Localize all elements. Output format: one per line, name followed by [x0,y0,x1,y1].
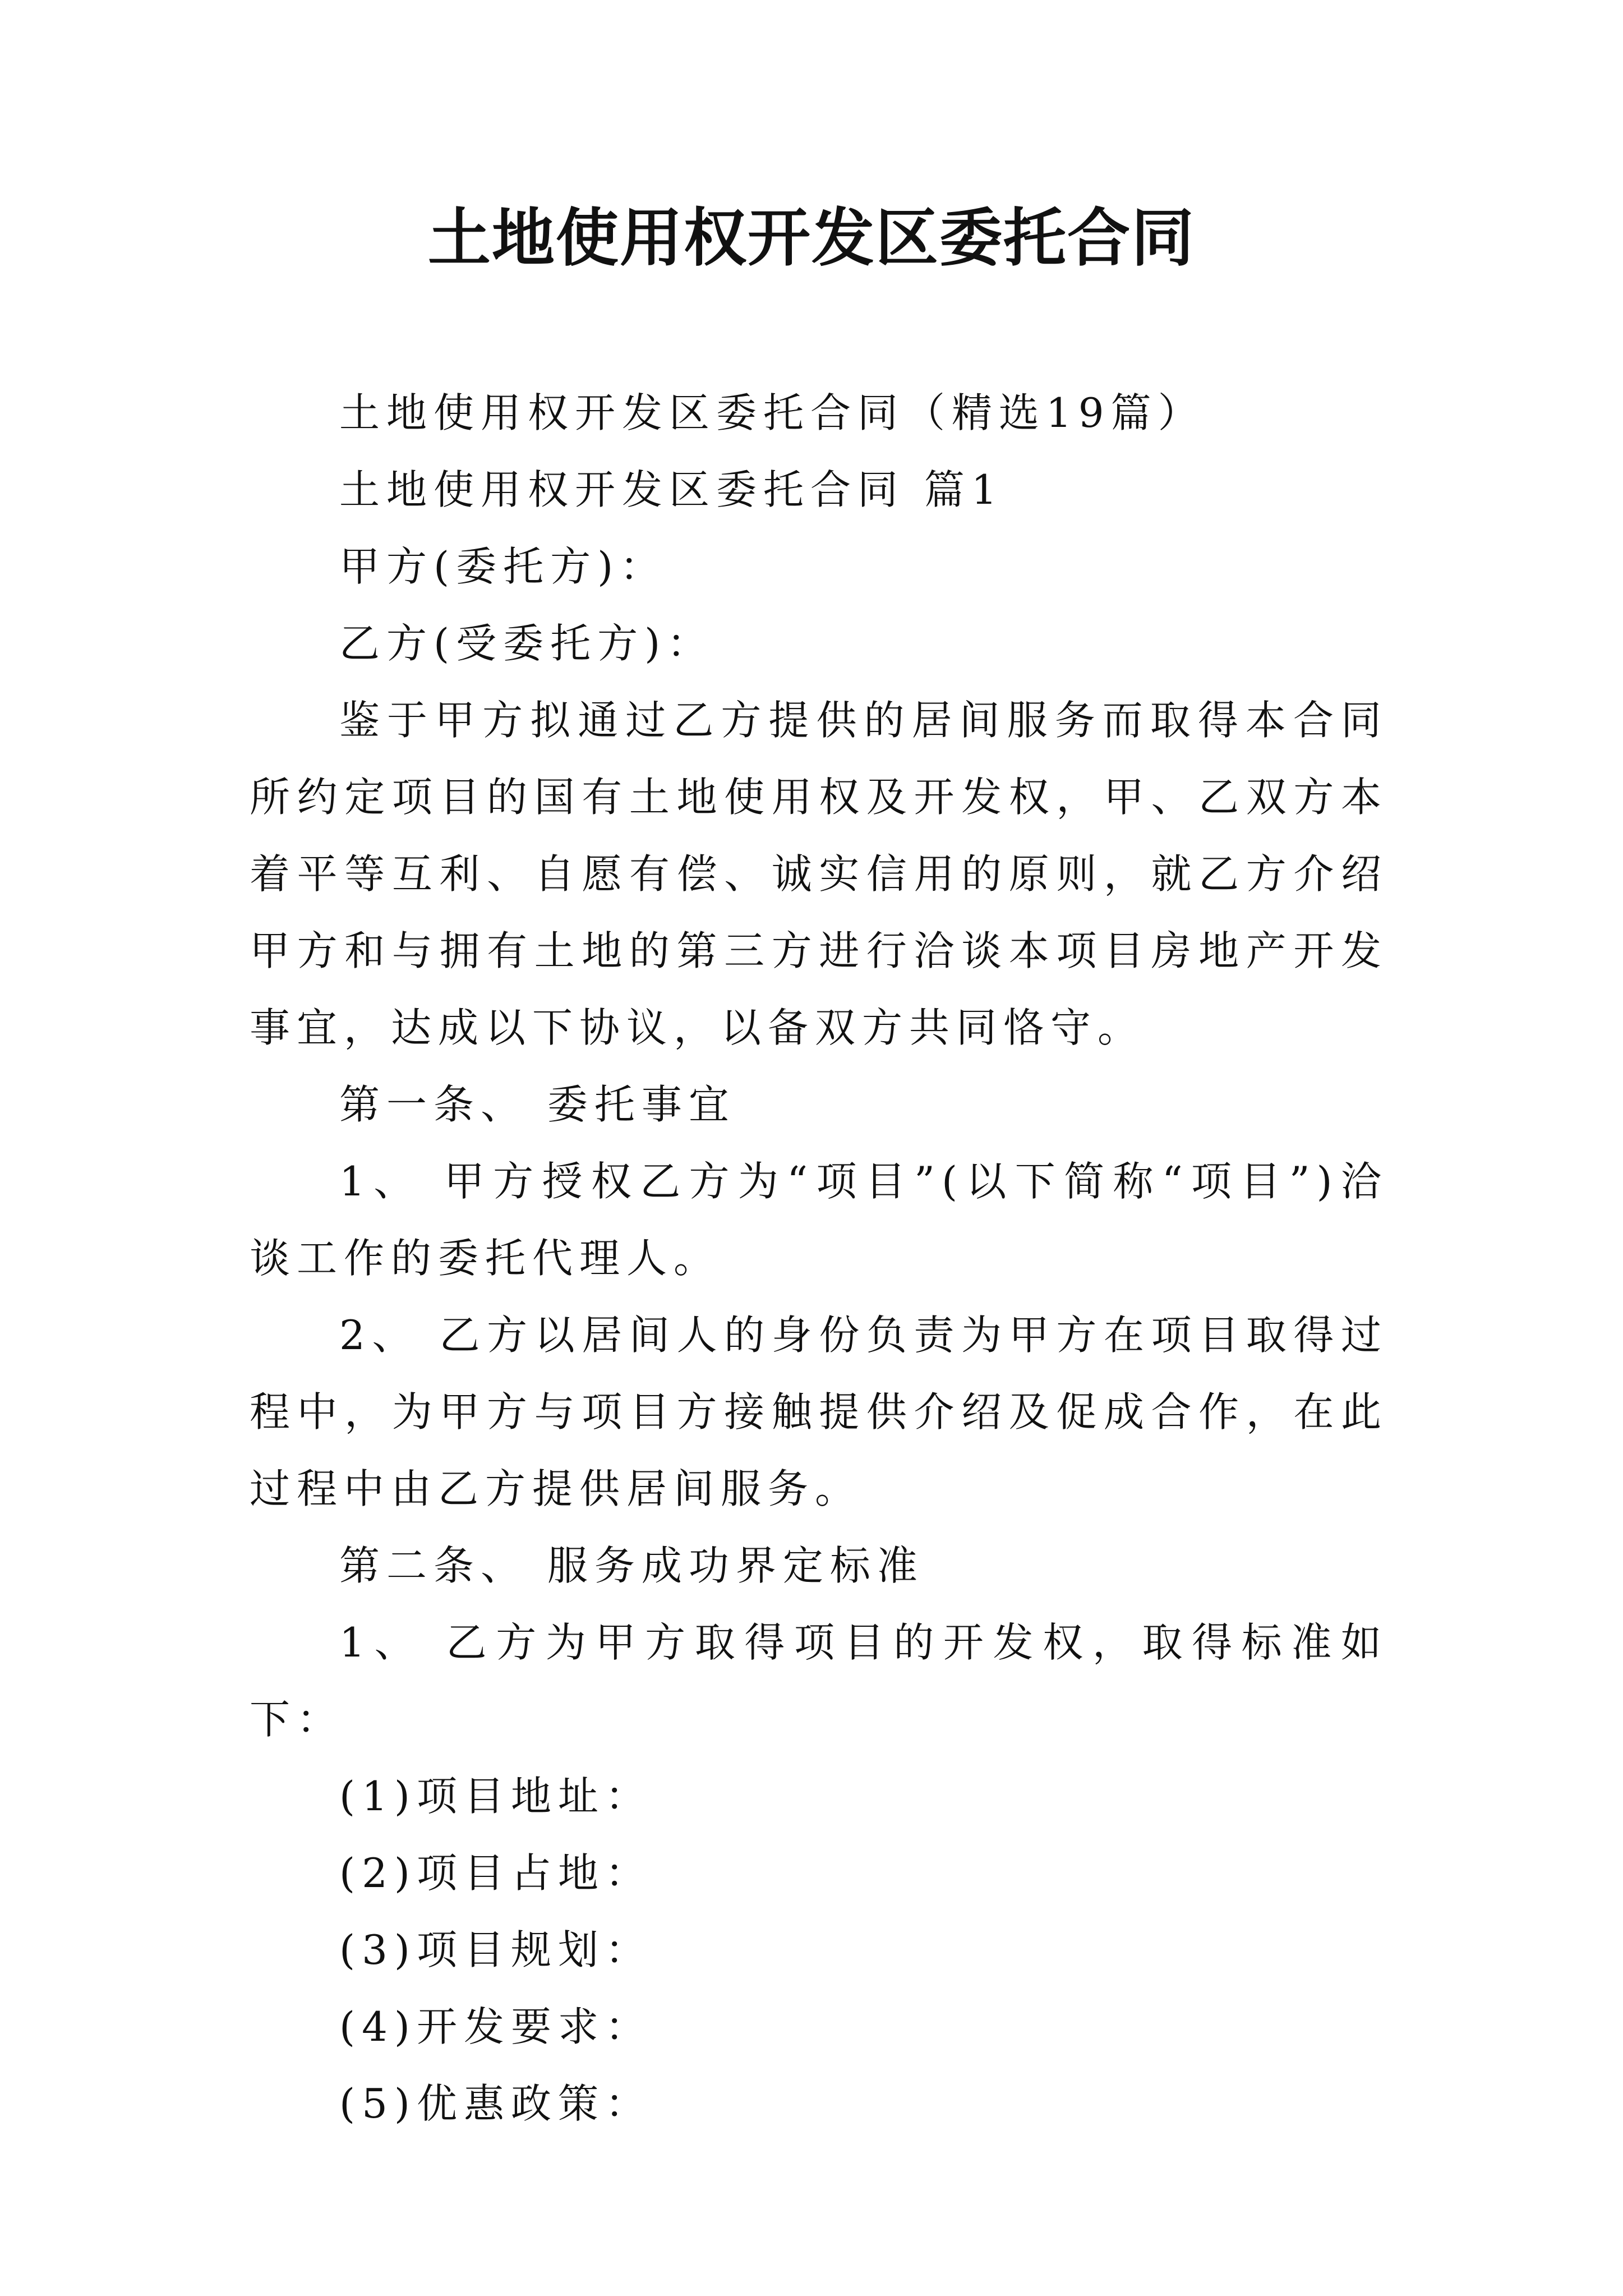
document-subtitle: 土地使用权开发区委托合同（精选19篇） [339,389,1205,436]
article-1-heading: 第一条、 委托事宜 [339,1081,736,1128]
party-b-line: 乙方(受委托方)： [339,620,714,667]
document-title: 土地使用权开发区委托合同 [428,201,1195,275]
article-2-clause-1: 1、 乙方为甲方取得项目的开发权，取得标准如下： [250,1619,1388,1743]
list-item-development-requirements: (4)开发要求： [339,2003,652,2050]
article-2-heading: 第二条、 服务成功界定标准 [339,1542,924,1589]
section-heading: 土地使用权开发区委托合同 篇1 [339,466,1004,513]
article-1-clause-1: 1、 甲方授权乙方为“项目”(以下简称“项目”)洽谈工作的委托代理人。 [250,1158,1388,1282]
list-item-project-plan: (3)项目规划： [339,1926,652,1973]
article-1-clause-2: 2、 乙方以居间人的身份负责为甲方在项目取得过程中，为甲方与项目方接触提供介绍及促成合作，在此过程中由乙方提供居间服务。 [250,1312,1388,1512]
preamble-paragraph: 鉴于甲方拟通过乙方提供的居间服务而取得本合同所约定项目的国有土地使用权及开发权，甲、乙双方本着平等互利、自愿有偿、诚实信用的原则，就乙方介绍甲方和与拥有土地的第三方进行洽谈本项目房地产开发事宜，达成以下协议，以备双方共同恪守。 [250,697,1388,1051]
list-item-preferential-policy: (5)优惠政策： [339,2080,652,2127]
list-item-project-area: (2)项目占地： [339,1849,652,1897]
party-a-line: 甲方(委托方)： [339,543,667,590]
list-item-project-address: (1)项目地址： [339,1773,652,1820]
document-body [250,375,1388,2142]
